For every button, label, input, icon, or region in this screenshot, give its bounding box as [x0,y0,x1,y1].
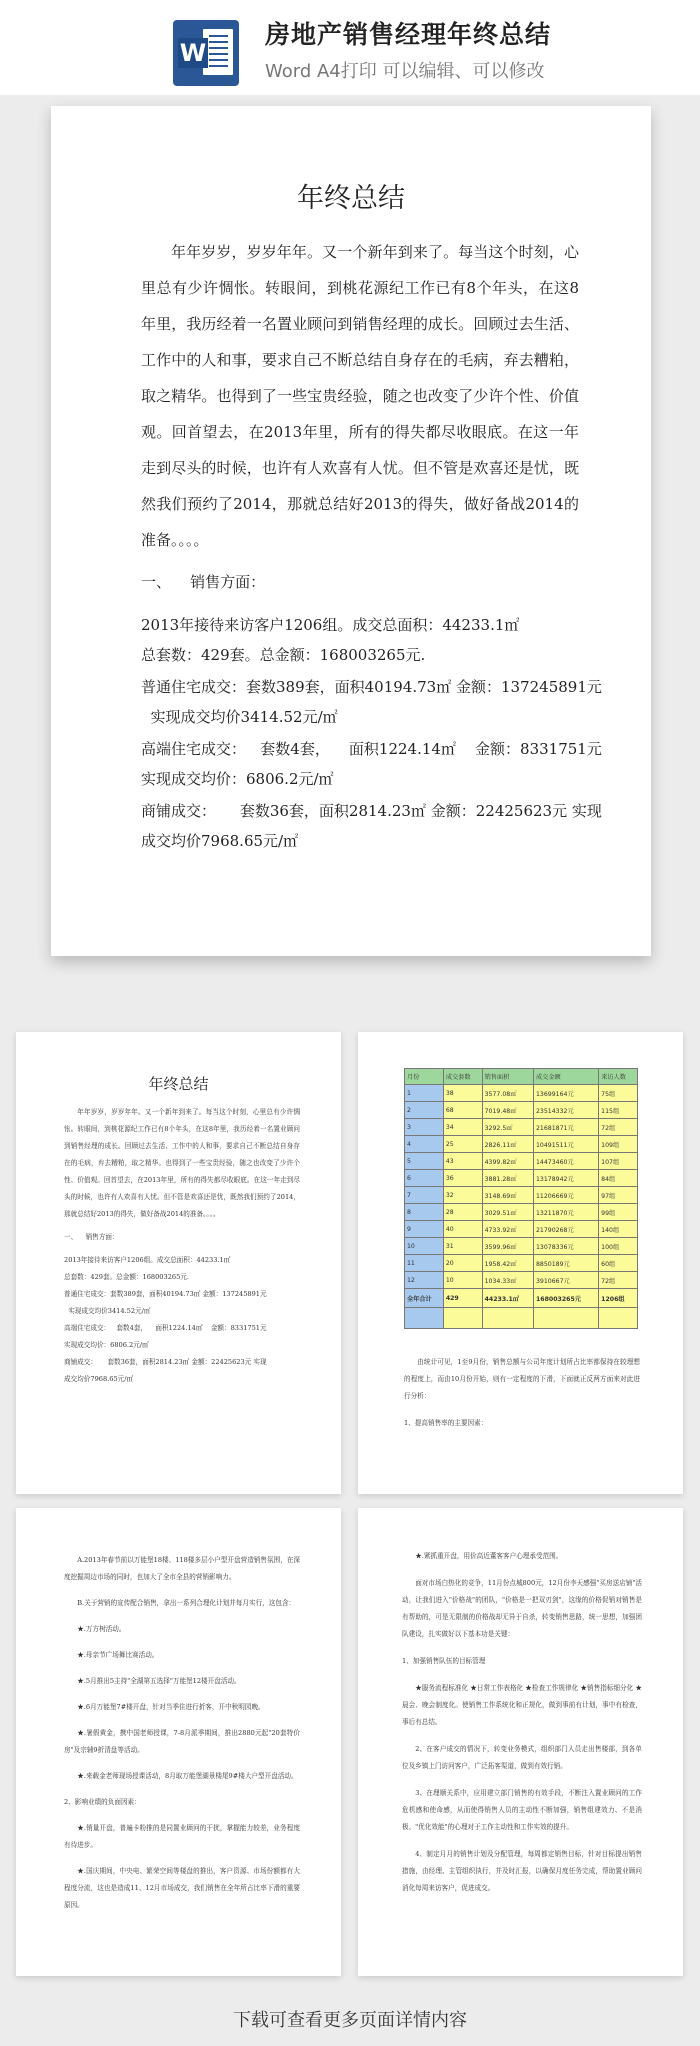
thumb4-body [402,1548,642,1897]
table-cell: 99组 [599,1204,638,1221]
thumb-paragraph: A.2013年春节前以万能堡18楼、118楼多层小户型开盘营造销售氛围，在深度挖掘周边市场的同时，也加大了全市全县的营销影响力。 [64,1556,300,1581]
thumb-page-title: 年终总结 [148,1075,209,1093]
stat-line: 成交均价7968.65元/㎡ [141,832,299,850]
table-cell: 97组 [599,1187,638,1204]
thumb-paragraph: ★服务流程标准化 ★日常工作表格化 ★检查工作规律化 ★销售指标细分化 ★晨会、晚会制度化。使销售工作系统化和正规化，做到事前有计划，事中有检查，事后有总结。 [402,1684,642,1726]
table-row [405,1238,638,1255]
page-thumbnail-2 [358,1032,683,1494]
table-cell: 43 [443,1153,482,1170]
table-cell: 60组 [599,1255,638,1272]
thumb-paragraph: ★.5月推出5主持"全湖第五选择"万能堡12楼开盘活动。 [77,1677,241,1685]
table-cell: 4399.82㎡ [482,1153,533,1170]
table-cell: 28 [443,1204,482,1221]
table-cell: 3881.28㎡ [482,1170,533,1187]
table-cell: 7 [405,1187,444,1204]
table-cell: 8 [405,1204,444,1221]
table-cell: 20 [443,1255,482,1272]
table-cell: 31 [443,1238,482,1255]
page-body [141,234,602,856]
table-cell: 3599.96㎡ [482,1238,533,1255]
thumb-paragraph: ★.国庆期间，中央电、繁荣空间等楼盘的推出，客户资源、市场份额都有大程度分流，这也是造成11、12月市场成交，我们销售在全年所占比率下滑的重要原因。 [64,1867,300,1909]
table-cell: 2 [405,1102,444,1119]
table-cell: 3148.69㎡ [482,1187,533,1204]
thumb-heading: 一、 销售方面： [64,1233,119,1241]
thumb-paragraph: B.关于营销的宣传配合销售，拿出一系列合理化计划并每月实行，这包含： [77,1599,296,1607]
table-row [405,1255,638,1272]
table-cell: 3577.08㎡ [482,1085,533,1102]
table-cell: 68 [443,1102,482,1119]
main-page-preview [51,106,651,956]
thumb-stat: 2013年接待来访客户1206组。成交总面积：44233.1㎡ [64,1256,231,1264]
thumb-stat: 实现成交均价3414.52元/㎡ [64,1307,151,1315]
table-cell: 14473460元 [534,1153,599,1170]
table-cell: 13211870元 [534,1204,599,1221]
table-row [405,1204,638,1221]
table-cell: 2826.11㎡ [482,1136,533,1153]
table-cell: 10 [405,1238,444,1255]
table-cell: 72组 [599,1272,638,1289]
thumb-body [64,1104,300,1388]
thumb-paragraph: ★.暑假黄金，携中国老师授课，7-8月派季期间，推出2880元起"20套特价房"及宗辅9折清盘等活动。 [64,1729,300,1754]
table-cell: 6 [405,1170,444,1187]
table-cell: 11206669元 [534,1187,599,1204]
thumb2-body [404,1354,640,1432]
table-cell: 1 [405,1085,444,1102]
table-cell: 11 [405,1255,444,1272]
table-cell: 429 [443,1289,482,1308]
table-cell: 7019.48㎡ [482,1102,533,1119]
stat-line: 2013年接待来访客户1206组。成交总面积：44233.1㎡ [141,616,520,634]
table-row [405,1289,638,1308]
table-row [405,1221,638,1238]
page-thumbnail-3 [16,1508,341,1976]
thumb-paragraph: 3、在理顺关系中，应用建立部门销售的有效手段，不断注入置业顾问的工作危机感和使命感，从而使得销售人员的主动性不断加强，销售组建效力、不是消极、"优化效能"的心理对于工作主动性和工作实效的提升。 [402,1789,642,1831]
thumb-stat: 总套数：429套。总金额：168003265元. [64,1273,189,1281]
thumb-paragraph: ★.来载金老师现场授课活动，8月取万能堡湖景楼尾9#楼大户型开盘活动。 [77,1772,298,1780]
stat-line: 普通住宅成交：套数389套，面积40194.73㎡ 金额：137245891元 [141,678,602,696]
table-row [405,1119,638,1136]
table-cell: 21681871元 [534,1119,599,1136]
table-cell: 21790268元 [534,1221,599,1238]
thumb-paragraph: 2、在客户成交的情况下，转变业务模式，组织部门人员走出售楼部，到各单位及乡镇上门访问客户，广泛拓客渠道，做到有效行销。 [402,1745,642,1770]
stat-line: 实现成交均价3414.52元/㎡ [141,708,338,726]
table-cell: 107组 [599,1153,638,1170]
table-cell: 13078336元 [534,1238,599,1255]
column-header: 成交套数 [443,1069,482,1085]
table-row [405,1187,638,1204]
table-cell: 23514332元 [534,1102,599,1119]
header-banner [0,0,700,95]
thumb-paragraph: 面对市场白热化的竞争，11月份点城800元，12月份李天感强"买房送店铺"活动，让我们进入"价格战"的团队，"价格是一把双刃剑"，这缘的价格促销对销售是有帮助的，可是无限制的价格战却无异于自杀，转变销售思路，统一思想，加强团队建设，扎实做好以下基本功是关键： [402,1579,642,1638]
thumb-paragraph: ★.紧抓重开盘，用价高近董客客户心理承受范围。 [415,1552,563,1560]
table-cell: 32 [443,1187,482,1204]
table-cell: 3 [405,1119,444,1136]
table-cell: 72组 [599,1119,638,1136]
thumb-stat: 实现成交均价：6806.2元/㎡ [64,1341,149,1349]
thumb-intro: 年年岁岁，岁岁年年。又一个新年到来了。每当这个时刻，心里总有少许惆怅。转眼间，到桃花源纪工作已有8个年头，在这8年里，我历经着一名置业顾问到销售经理的成长。回顾过去生活、工作中的人和事，要求自己不断总结自身存在的毛病，弃去糟粕，取之精华。也得到了一些宝贵经验，随之也改变了少许个性、价值观。回首望去，在2013年里，所有的得失都尽收眼底。在这一年走到尽头的时候，也许有人欢喜有人忧。但不管是欢喜还是忧，既然我们预约了2014，那就总结好2013的得失，做好备战2014的准备。。。。 [64,1108,300,1218]
table-cell: 40 [443,1221,482,1238]
page-thumbnail-4 [358,1508,683,1976]
thumb-paragraph: ★.销量开盘，普遍卡粉推的是同置业顾问的干扰，掌握能力较差，业务程度有待进步。 [64,1824,300,1849]
table-row [405,1170,638,1187]
table-cell: 10491511元 [534,1136,599,1153]
table-cell: 44233.1㎡ [482,1289,533,1308]
table-cell: 109组 [599,1136,638,1153]
stat-line: 实现成交均价：6806.2元/㎡ [141,770,334,788]
thumb-paragraph: ★.万方树活动。 [77,1625,126,1633]
table-cell: 140组 [599,1221,638,1238]
analysis-paragraph: 由统计可见，1至9月份，销售总额与公司年度计划所占比率都保持在较理想的程度上，而由10月份开始，则有一定程度的下滑，下面就正反两方面来对此进行分析： [404,1358,640,1400]
table-header-row [405,1069,638,1085]
thumb-paragraph: ★.母亲节广场舞比赛活动。 [77,1651,159,1659]
thumb-stat: 成交均价7968.65元/㎡ [64,1375,134,1383]
table-row [405,1136,638,1153]
table-cell: 3910667元 [534,1272,599,1289]
table-row [405,1102,638,1119]
table-row [405,1085,638,1102]
table-row [405,1272,638,1289]
table-cell: 4733.92㎡ [482,1221,533,1238]
table-cell: 3029.51㎡ [482,1204,533,1221]
thumb-paragraph: 1、加强销售队伍的目标管理 [402,1657,486,1665]
document-title: 房地产销售经理年终总结 [265,20,552,49]
stat-line: 高端住宅成交： 套数4套， 面积1224.14㎡ 金额：8331751元 [141,740,602,758]
word-document-icon [173,20,239,86]
table-cell: 10 [443,1272,482,1289]
table-cell: 4 [405,1136,444,1153]
thumb-stats [64,1252,300,1388]
thumb-stat: 普通住宅成交：套数389套，面积40194.73㎡ 金额：137245891元 [64,1290,267,1298]
table-cell: 9 [405,1221,444,1238]
table-cell: 3292.5㎡ [482,1119,533,1136]
document-subtitle: Word A4打印 可以编辑、可以修改 [265,61,545,82]
table-cell: 84组 [599,1170,638,1187]
page-title: 年终总结 [297,183,405,214]
table-cell: 75组 [599,1085,638,1102]
sales-stats [141,610,602,856]
word-icon-letter: W [179,39,207,67]
section-heading: 一、 销售方面： [141,573,266,591]
intro-paragraph: 年年岁岁，岁岁年年。又一个新年到来了。每当这个时刻，心里总有少许惆怅。转眼间，到桃花源纪工作已有8个年头，在这8年里，我历经着一名置业顾问到销售经理的成长。回顾过去生活、工作中的人和事，要求自己不断总结自身存在的毛病，弃去糟粕，取之精华。也得到了一些宝贵经验，随之也改变了少许个性、价值观。回首望去，在2013年里，所有的得失都尽收眼底。在这一年走到尽头的时候，也许有人欢喜有人忧。但不管是欢喜还是忧，既然我们预约了2014，那就总结好2013的得失，做好备战2014的准备。。。。 [141,243,579,549]
table-cell: 1034.33㎡ [482,1272,533,1289]
stat-line: 总套数：429套。总金额：168003265元. [141,646,426,664]
table-cell: 38 [443,1085,482,1102]
table-cell: 1206组 [599,1289,638,1308]
table-cell: 100组 [599,1238,638,1255]
column-header: 来访人数 [599,1069,638,1085]
table-cell: 8850189元 [534,1255,599,1272]
table-cell: 5 [405,1153,444,1170]
table-cell: 全年合计 [405,1289,444,1308]
table-cell: 13699164元 [534,1085,599,1102]
table-cell: 13178942元 [534,1170,599,1187]
thumb-stat: 商铺成交： 套数36套，面积2814.23㎡ 金额：22425623元 实现 [64,1358,267,1366]
thumb3-body [64,1552,300,1914]
column-header: 销售面积 [482,1069,533,1085]
stat-line: 商铺成交： 套数36套，面积2814.23㎡ 金额：22425623元 实现 [141,802,602,820]
monthly-sales-table [404,1068,638,1329]
table-cell: 25 [443,1136,482,1153]
analysis-heading: 1、提高销售率的主要因素： [404,1419,488,1427]
table-cell: 34 [443,1119,482,1136]
column-header: 月份 [405,1069,444,1085]
page-thumbnail-1 [16,1032,341,1494]
thumb-paragraph: ★.6月万能堡7#楼开盘，针对当季住进行折客，开中秋明园晚。 [77,1703,265,1711]
thumb-stat: 高端住宅成交： 套数4套， 面积1224.14㎡ 金额：8331751元 [64,1324,267,1332]
thumb-paragraph: 2、影响业绩的负面因素： [64,1798,141,1806]
table-cell: 36 [443,1170,482,1187]
table-cell: 1958.42㎡ [482,1255,533,1272]
column-header: 成交金额 [534,1069,599,1085]
table-row [405,1153,638,1170]
table-cell: 115组 [599,1102,638,1119]
thumb-paragraph: 4、制定月月的销售计划及分配管理，每周都定销售目标，针对目标提出销售措施，由经理、主管组织执行，并及时汇报，以确保月度任务完成，帮助置业顾问消化每周来访客户，促进成交。 [402,1850,642,1892]
download-hint: 下载可查看更多页面详情内容 [233,2010,467,2031]
table-cell: 12 [405,1272,444,1289]
table-cell: 168003265元 [534,1289,599,1308]
